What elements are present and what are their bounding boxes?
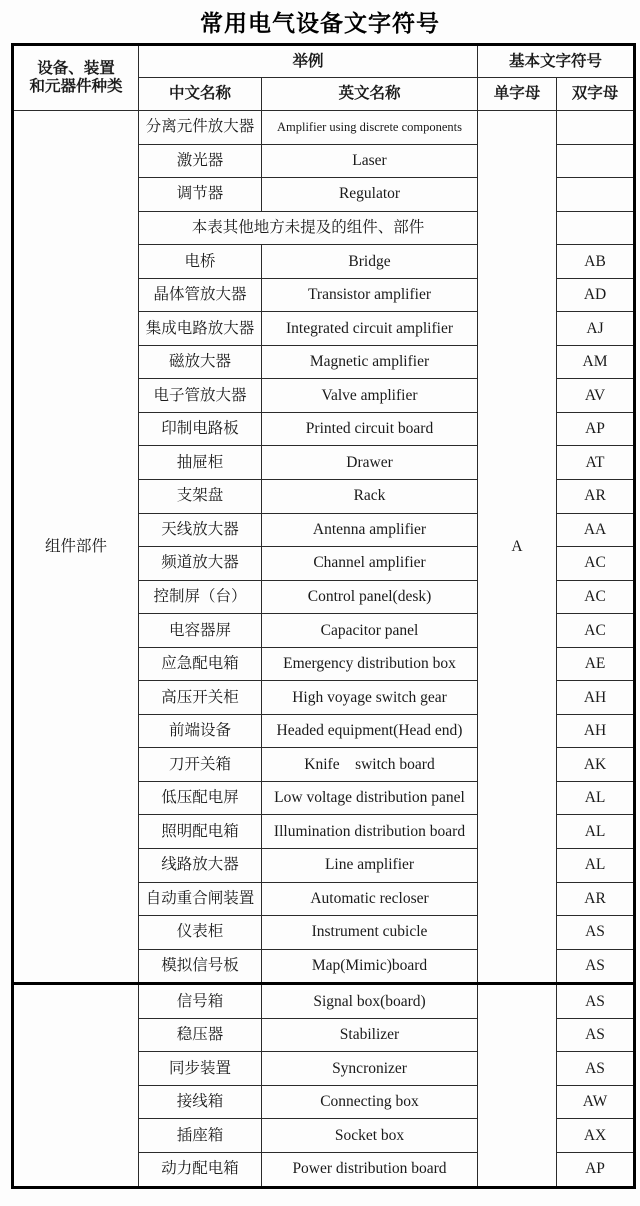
cell-double-letter: AD [557,278,635,312]
cell-chinese-name: 电桥 [139,245,262,279]
cell-chinese-name: 同步装置 [139,1052,262,1086]
header-category [13,45,139,111]
cell-english-name: Amplifier using discrete components [262,111,478,145]
cell-double-letter: AR [557,882,635,916]
cell-chinese-name: 频道放大器 [139,547,262,581]
cell-double-letter: AS [557,916,635,950]
cell-chinese-name: 低压配电屏 [139,781,262,815]
cell-english-name: Instrument cubicle [262,916,478,950]
cell-english-name: Printed circuit board [262,412,478,446]
cell-chinese-name: 仪表柜 [139,916,262,950]
cell-english-name: High voyage switch gear [262,681,478,715]
header-double-letter: 双字母 [557,78,635,111]
cell-double-letter: AX [557,1119,635,1153]
cell-english-name: Channel amplifier [262,547,478,581]
cell-english-name: Power distribution board [262,1152,478,1187]
cell-chinese-name: 线路放大器 [139,849,262,883]
cell-double-letter: AT [557,446,635,480]
cell-chinese-name: 前端设备 [139,714,262,748]
cell-chinese-name: 动力配电箱 [139,1152,262,1187]
cell-double-letter: AH [557,681,635,715]
header-basic-symbols: 基本文字符号 [478,45,635,78]
cell-english-name: Antenna amplifier [262,513,478,547]
cell-english-name: Regulator [262,178,478,212]
cell-chinese-name: 刀开关箱 [139,748,262,782]
cell-english-name: Emergency distribution box [262,647,478,681]
cell-english-name: Integrated circuit amplifier [262,312,478,346]
cell-english-name: Automatic recloser [262,882,478,916]
cell-double-letter [557,144,635,178]
cell-category: 组件部件 [13,111,139,984]
cell-chinese-name: 调节器 [139,178,262,212]
cell-english-name: Map(Mimic)board [262,949,478,984]
symbols-table [11,43,636,1189]
cell-chinese-name: 高压开关柜 [139,681,262,715]
cell-english-name: Stabilizer [262,1018,478,1052]
cell-double-letter: AK [557,748,635,782]
cell-english-name: Illumination distribution board [262,815,478,849]
cell-span-note: 本表其他地方未提及的组件、部件 [139,211,478,245]
cell-english-name: Capacitor panel [262,614,478,648]
cell-english-name: Valve amplifier [262,379,478,413]
cell-double-letter: AS [557,1018,635,1052]
cell-english-name: Rack [262,480,478,514]
cell-english-name: Connecting box [262,1085,478,1119]
cell-chinese-name: 插座箱 [139,1119,262,1153]
cell-english-name: Signal box(board) [262,984,478,1019]
cell-double-letter: AS [557,949,635,984]
cell-double-letter: AL [557,849,635,883]
cell-english-name: Drawer [262,446,478,480]
table-body [13,111,635,1188]
cell-double-letter [557,211,635,245]
cell-chinese-name: 信号箱 [139,984,262,1019]
cell-double-letter: AR [557,480,635,514]
cell-english-name: Syncronizer [262,1052,478,1086]
cell-chinese-name: 激光器 [139,144,262,178]
cell-single-letter: A [478,111,557,984]
cell-chinese-name: 磁放大器 [139,345,262,379]
table-row [13,111,635,145]
cell-category [13,984,139,1187]
cell-chinese-name: 集成电路放大器 [139,312,262,346]
cell-chinese-name: 分离元件放大器 [139,111,262,145]
cell-double-letter: AP [557,412,635,446]
cell-double-letter: AC [557,580,635,614]
cell-chinese-name: 稳压器 [139,1018,262,1052]
cell-chinese-name: 抽屉柜 [139,446,262,480]
cell-english-name: Socket box [262,1119,478,1153]
cell-double-letter: AL [557,781,635,815]
cell-chinese-name: 照明配电箱 [139,815,262,849]
cell-double-letter: AC [557,547,635,581]
cell-double-letter: AP [557,1152,635,1187]
cell-chinese-name: 应急配电箱 [139,647,262,681]
cell-double-letter: AM [557,345,635,379]
cell-double-letter: AC [557,614,635,648]
cell-english-name: Low voltage distribution panel [262,781,478,815]
cell-chinese-name: 印制电路板 [139,412,262,446]
cell-chinese-name: 模拟信号板 [139,949,262,984]
cell-double-letter: AW [557,1085,635,1119]
cell-chinese-name: 自动重合闸装置 [139,882,262,916]
header-category-line1: 设备、装置 [37,60,115,78]
cell-english-name: Laser [262,144,478,178]
cell-english-name: Transistor amplifier [262,278,478,312]
cell-double-letter: AE [557,647,635,681]
cell-single-letter [478,984,557,1187]
cell-double-letter: AB [557,245,635,279]
page-title: 常用电气设备文字符号 [200,11,440,36]
header-single-letter: 单字母 [478,78,557,111]
cell-double-letter: AL [557,815,635,849]
cell-english-name: Line amplifier [262,849,478,883]
cell-chinese-name: 电容器屏 [139,614,262,648]
header-examples: 举例 [139,45,478,78]
cell-double-letter [557,111,635,145]
cell-chinese-name: 晶体管放大器 [139,278,262,312]
cell-chinese-name: 支架盘 [139,480,262,514]
cell-double-letter: AA [557,513,635,547]
header-category-line2: 和元器件种类 [29,78,123,95]
cell-english-name: Knife switch board [262,748,478,782]
cell-double-letter: AJ [557,312,635,346]
cell-double-letter: AS [557,984,635,1019]
cell-chinese-name: 接线箱 [139,1085,262,1119]
cell-chinese-name: 电子管放大器 [139,379,262,413]
cell-chinese-name: 天线放大器 [139,513,262,547]
cell-double-letter: AH [557,714,635,748]
cell-double-letter: AS [557,1052,635,1086]
cell-english-name: Magnetic amplifier [262,345,478,379]
header-english-name: 英文名称 [262,78,478,111]
cell-english-name: Control panel(desk) [262,580,478,614]
table-row [13,984,635,1019]
cell-double-letter [557,178,635,212]
cell-chinese-name: 控制屏（台） [139,580,262,614]
cell-english-name: Bridge [262,245,478,279]
table-header [13,45,635,111]
cell-double-letter: AV [557,379,635,413]
header-chinese-name: 中文名称 [139,78,262,111]
cell-english-name: Headed equipment(Head end) [262,714,478,748]
